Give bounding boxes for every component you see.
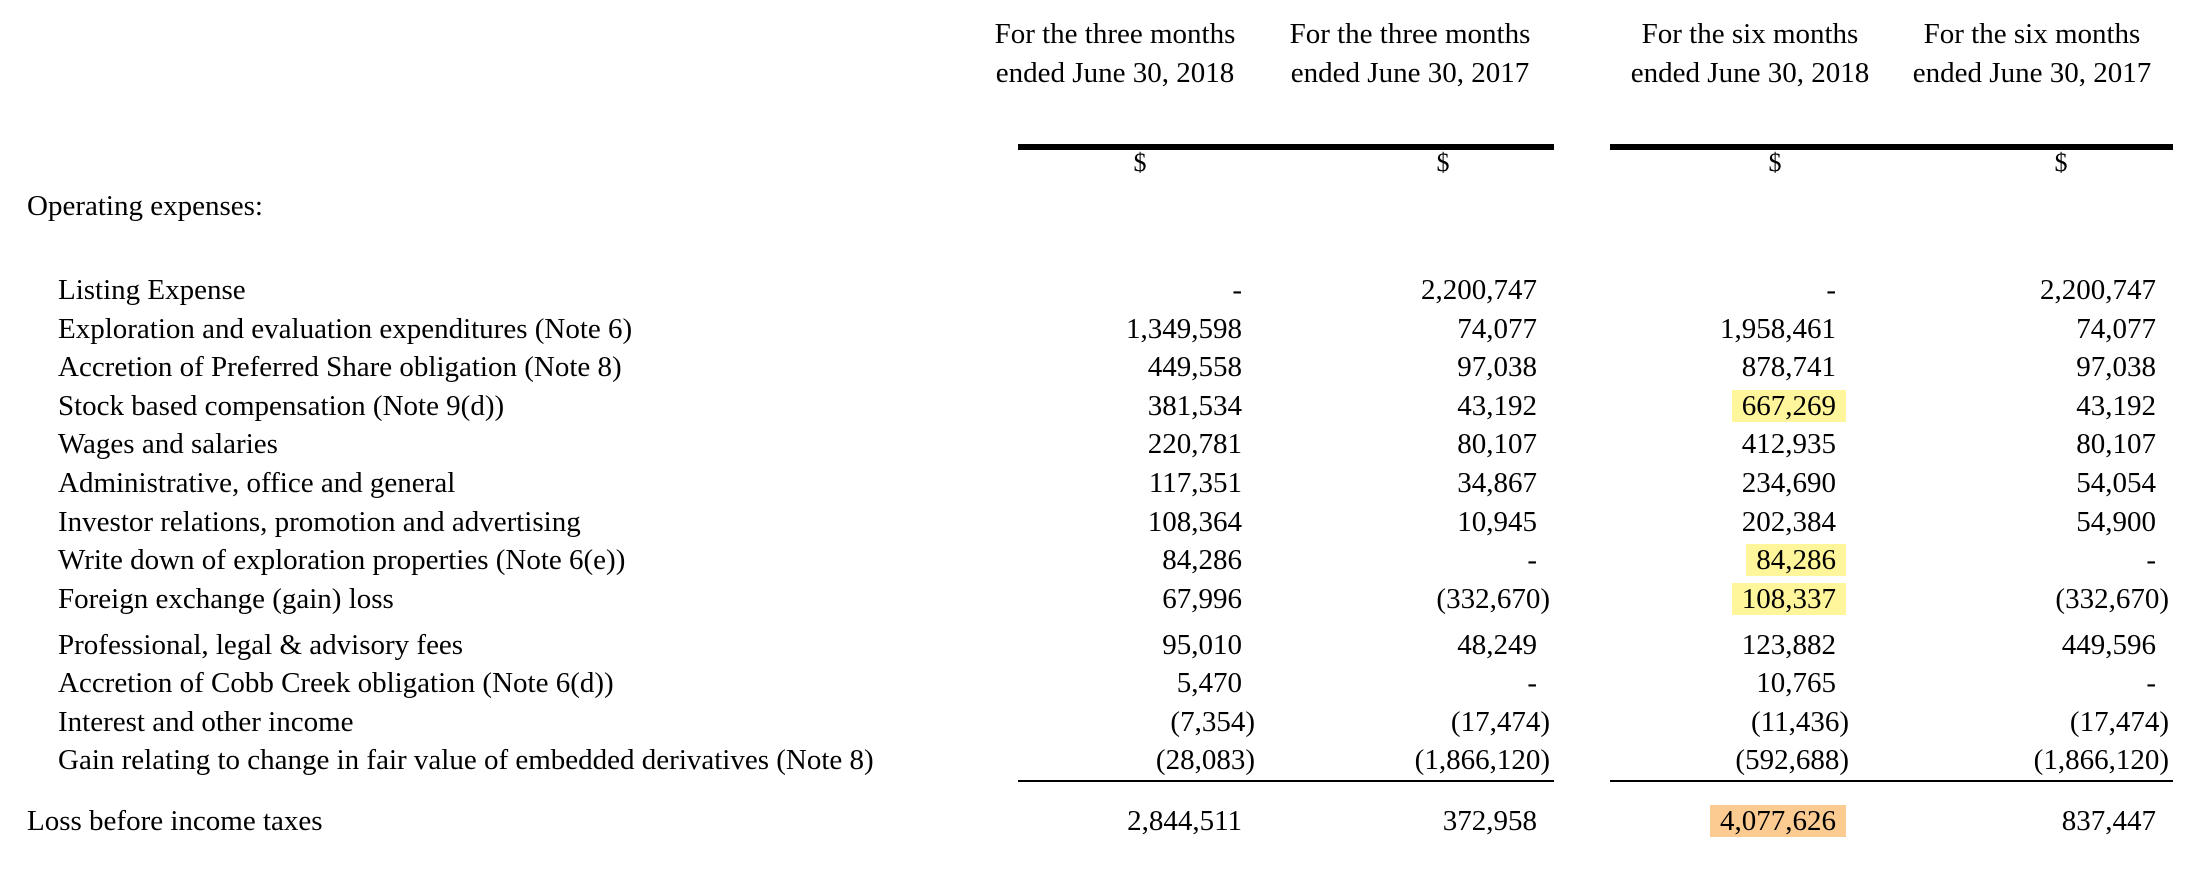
cell-value: - bbox=[2146, 544, 2156, 576]
cell-value: (592,688) bbox=[1735, 744, 1849, 776]
currency-symbol: $ bbox=[2054, 148, 2068, 177]
cell-value: - bbox=[2146, 667, 2156, 699]
cell-value: 202,384 bbox=[1741, 506, 1836, 538]
total-rule-six-months bbox=[1610, 780, 2173, 782]
cell-value: - bbox=[1232, 274, 1242, 306]
column-header-h1-2018: For the six months ended June 30, 2018 bbox=[1630, 18, 1870, 89]
cell-value-highlighted: 108,337 bbox=[1626, 580, 1846, 618]
cell-value: 123,882 bbox=[1741, 629, 1836, 661]
currency-symbol: $ bbox=[1768, 148, 1782, 177]
cell-value: 48,249 bbox=[1457, 629, 1537, 661]
cell-value: 449,596 bbox=[2061, 629, 2156, 661]
total-value: 837,447 bbox=[2061, 805, 2156, 837]
row-label: Interest and other income bbox=[58, 706, 354, 738]
cell-value: (1,866,120) bbox=[1414, 744, 1550, 776]
section-label: Operating expenses: bbox=[27, 190, 263, 222]
cell-value: 449,558 bbox=[1147, 351, 1242, 383]
total-value: 2,844,511 bbox=[1127, 805, 1242, 837]
cell-value: 80,107 bbox=[2076, 428, 2156, 460]
cell-value: 117,351 bbox=[1148, 467, 1242, 499]
row-label: Exploration and evaluation expenditures (Note 6) bbox=[58, 313, 633, 345]
cell-value: 381,534 bbox=[1147, 390, 1242, 422]
row-label: Gain relating to change in fair value of embedded derivatives (Note 8) bbox=[58, 744, 874, 776]
row-label: Accretion of Cobb Creek obligation (Note 6(d)) bbox=[58, 667, 614, 699]
column-header-q2-2018: For the three months ended June 30, 2018 bbox=[994, 18, 1236, 89]
header-rule-three-months bbox=[1018, 144, 1554, 150]
cell-value: (1,866,120) bbox=[2033, 744, 2169, 776]
cell-value: 54,900 bbox=[2076, 506, 2156, 538]
cell-value: (332,670) bbox=[1436, 583, 1550, 615]
row-label: Accretion of Preferred Share obligation (Note 8) bbox=[58, 351, 622, 383]
cell-value: 10,945 bbox=[1457, 506, 1537, 538]
cell-value: 84,286 bbox=[1162, 544, 1242, 576]
row-label: Stock based compensation (Note 9(d)) bbox=[58, 390, 505, 422]
cell-value: 80,107 bbox=[1457, 428, 1537, 460]
row-label: Professional, legal & advisory fees bbox=[58, 629, 464, 661]
row-label: Foreign exchange (gain) loss bbox=[58, 583, 394, 615]
cell-value: 2,200,747 bbox=[2040, 274, 2156, 306]
cell-value: 34,867 bbox=[1457, 467, 1537, 499]
cell-value: 95,010 bbox=[1162, 629, 1242, 661]
cell-value: (11,436) bbox=[1751, 706, 1849, 738]
cell-value: 108,364 bbox=[1147, 506, 1242, 538]
cell-value: - bbox=[1826, 274, 1836, 306]
cell-value: 97,038 bbox=[2076, 351, 2156, 383]
cell-value: (17,474) bbox=[2069, 706, 2169, 738]
cell-value: 412,935 bbox=[1741, 428, 1836, 460]
row-label: Listing Expense bbox=[58, 274, 246, 306]
column-header-q2-2017: For the three months ended June 30, 2017 bbox=[1289, 18, 1531, 89]
row-label: Investor relations, promotion and advertising bbox=[58, 506, 581, 538]
cell-value: 43,192 bbox=[2076, 390, 2156, 422]
header-rule-six-months bbox=[1610, 144, 2173, 150]
currency-symbol: $ bbox=[1133, 148, 1147, 177]
row-label: Administrative, office and general bbox=[58, 467, 456, 499]
cell-value: 2,200,747 bbox=[1421, 274, 1537, 306]
cell-value: (7,354) bbox=[1170, 706, 1255, 738]
cell-value: 5,470 bbox=[1176, 667, 1242, 699]
cell-value: (17,474) bbox=[1450, 706, 1550, 738]
row-label: Write down of exploration properties (Note 6(e)) bbox=[58, 544, 626, 576]
cell-value: 10,765 bbox=[1756, 667, 1836, 699]
total-value: 372,958 bbox=[1442, 805, 1537, 837]
cell-value: 54,054 bbox=[2076, 467, 2156, 499]
cell-value: 220,781 bbox=[1147, 428, 1242, 460]
cell-value: - bbox=[1527, 544, 1537, 576]
cell-value: (332,670) bbox=[2055, 583, 2169, 615]
cell-value: 878,741 bbox=[1741, 351, 1836, 383]
cell-value: 43,192 bbox=[1457, 390, 1537, 422]
row-label: Wages and salaries bbox=[58, 428, 278, 460]
cell-value: 1,349,598 bbox=[1126, 313, 1242, 345]
total-value-highlighted: 4,077,626 bbox=[1626, 802, 1846, 840]
cell-value: 1,958,461 bbox=[1720, 313, 1836, 345]
cell-value: 74,077 bbox=[2076, 313, 2156, 345]
total-label: Loss before income taxes bbox=[27, 805, 323, 837]
cell-value: 74,077 bbox=[1457, 313, 1537, 345]
cell-value-highlighted: 84,286 bbox=[1626, 541, 1846, 579]
cell-value: 97,038 bbox=[1457, 351, 1537, 383]
cell-value: (28,083) bbox=[1155, 744, 1255, 776]
cell-value: 67,996 bbox=[1162, 583, 1242, 615]
cell-value: 234,690 bbox=[1741, 467, 1836, 499]
total-rule-three-months bbox=[1018, 780, 1554, 782]
cell-value: - bbox=[1527, 667, 1537, 699]
cell-value-highlighted: 667,269 bbox=[1626, 387, 1846, 425]
currency-symbol: $ bbox=[1436, 148, 1450, 177]
column-header-h1-2017: For the six months ended June 30, 2017 bbox=[1912, 18, 2152, 89]
